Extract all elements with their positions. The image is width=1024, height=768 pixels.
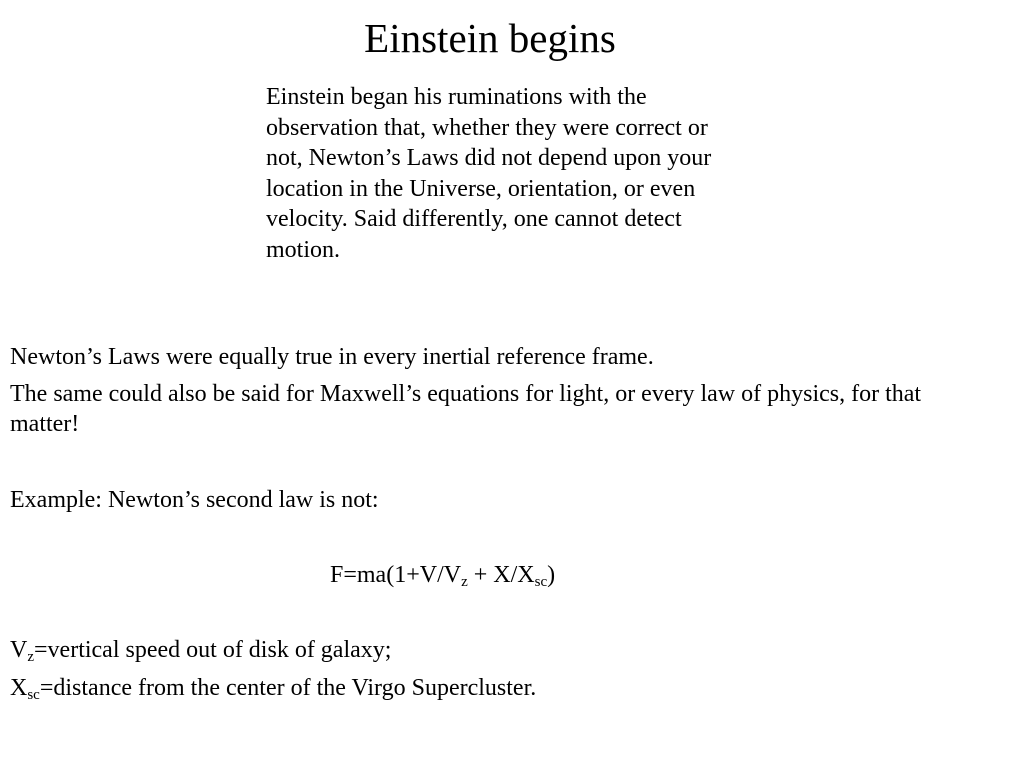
definition-vz <box>10 635 970 665</box>
definition-xsc-symbol: X <box>10 675 28 701</box>
formula-subscript-z: z <box>461 574 468 590</box>
intro-paragraph: Einstein began his ruminations with the observation that, whether they were correct or not, Newton’s Laws did not depend upon your location in the Universe, orientation, or even velocity. Said differently, one cannot detect motion. <box>266 84 712 263</box>
formula-subscript-sc: sc <box>534 574 548 590</box>
formula-part-1: F=ma(1+V/V <box>330 562 462 588</box>
maxwell-statement: The same could also be said for Maxwell’s equations for light, or every law of physics, for that matter! <box>10 381 922 437</box>
formula-part-2: + X/X <box>467 562 535 588</box>
definition-vz-subscript: z <box>27 649 35 665</box>
definition-xsc-subscript: sc <box>27 687 40 703</box>
example-label: Example: Newton’s second law is not: <box>10 487 379 513</box>
definition-xsc-text: =distance from the center of the Virgo Supercluster. <box>39 675 537 701</box>
slide-title: Einstein begins <box>364 15 616 61</box>
formula-part-3: ) <box>547 562 556 588</box>
definition-xsc <box>10 673 970 703</box>
counterexample-formula <box>330 560 555 590</box>
definition-vz-text: =vertical speed out of disk of galaxy; <box>34 637 392 663</box>
definition-vz-symbol: V <box>10 637 28 663</box>
inertial-frame-statement: Newton’s Laws were equally true in every inertial reference frame. <box>10 344 654 370</box>
